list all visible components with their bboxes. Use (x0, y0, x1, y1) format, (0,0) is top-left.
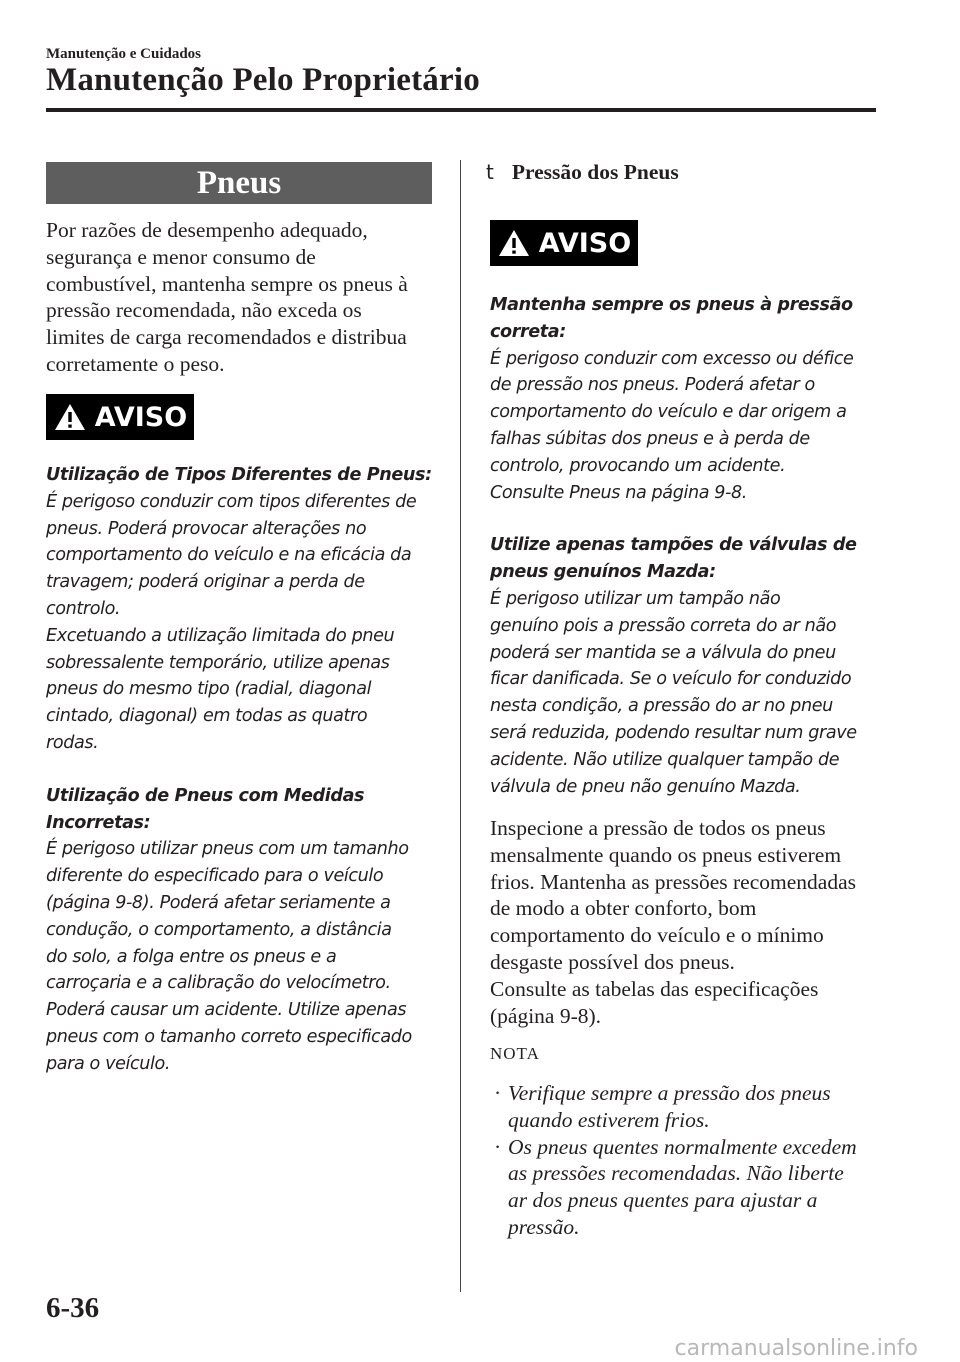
text-line: poderá ser mantida se a válvula do pneu (490, 642, 836, 663)
bullet: · (494, 1081, 502, 1105)
text-line: É perigoso conduzir com tipos diferentes de (46, 491, 417, 512)
text-line: segurança e menor consumo de (46, 244, 316, 269)
text-line: combustível, mantenha sempre os pneus à (46, 271, 408, 296)
text-line: de pressão nos pneus. Poderá afetar o (490, 375, 815, 396)
text-line: É perigoso conduzir com excesso ou défice (490, 348, 854, 369)
aviso-label: AVISO (94, 401, 188, 433)
text-line: cintado, diagonal) em todas as quatro (46, 706, 368, 727)
text-line: as pressões recomendadas. Não liberte (508, 1161, 844, 1186)
text-line: limites de carga recomendados e distribua (46, 325, 407, 350)
text-line: comportamento do veículo e dar origem a (490, 402, 847, 423)
text-line: pneus com o tamanho correto especificado (46, 1026, 412, 1047)
warning-title: Incorretas: (46, 812, 151, 833)
text-line: Os pneus quentes normalmente excedem (508, 1134, 857, 1159)
chapter-title: Manutenção Pelo Proprietário (46, 62, 480, 98)
text-line: pneus do mesmo tipo (radial, diagonal (46, 679, 372, 700)
text-line: ar dos pneus quentes para ajustar a (508, 1188, 818, 1213)
text-line: válvula de pneu não genuíno Mazda. (490, 776, 801, 797)
text-line: nesta condição, a pressão do ar no pneu (490, 696, 833, 717)
text-line: É perigoso utilizar um tampão não (490, 588, 781, 609)
text-line: rodas. (46, 732, 99, 753)
text-line: falhas súbitas dos pneus e à perda de (490, 428, 810, 449)
list-item (490, 1080, 880, 1134)
text-line: corretamente o peso. (46, 351, 225, 376)
text-line: do solo, a folga entre os pneus e a (46, 946, 337, 967)
text-line: acidente. Não utilize qualquer tampão de (490, 749, 840, 770)
warning-title: Utilize apenas tampões de válvulas de (490, 535, 857, 556)
text-line: Consulte Pneus na página 9-8. (490, 482, 747, 503)
text-line: Inspecione a pressão de todos os pneus (490, 816, 826, 840)
text-line: pressão. (508, 1214, 580, 1239)
warning-triangle-icon (53, 402, 87, 432)
text-line: pressão recomendada, não exceda os (46, 298, 362, 323)
warning-triangle-icon (497, 228, 531, 258)
text-line: será reduzida, podendo resultar num grave (490, 722, 857, 743)
text-line: frios. Mantenha as pressões recomendadas (490, 869, 856, 894)
text-line: para o veículo. (46, 1053, 171, 1074)
subheading (486, 160, 679, 185)
intro-paragraph (46, 217, 446, 378)
section-label: Manutenção e Cuidados (46, 46, 202, 62)
text-line: diferente do especificado para o veículo (46, 866, 384, 887)
text-line: Poderá causar um acidente. Utilize apenas (46, 1000, 407, 1021)
text-line: mensalmente quando os pneus estiverem (490, 842, 842, 867)
warning-title: correta: (490, 321, 566, 342)
text-line: pneus. Poderá provocar alterações no (46, 518, 367, 539)
text-line: (página 9-8). (490, 1003, 602, 1028)
column-divider (460, 160, 461, 1292)
warning-block-left (46, 462, 446, 1078)
warning-title: Utilização de Tipos Diferentes de Pneus: (46, 465, 432, 485)
aviso-badge (490, 220, 638, 266)
section-marker: t (486, 160, 494, 184)
text-line: carroçaria e a calibração do velocímetro. (46, 973, 391, 994)
text-line: Por razões de desempenho adequado, (46, 218, 368, 242)
pneus-banner: Pneus (46, 162, 432, 204)
text-line: (página 9-8). Poderá afetar seriamente a (46, 892, 391, 913)
text-line: Consulte as tabelas das especificações (490, 976, 819, 1001)
text-line: condução, o comportamento, a distância (46, 919, 392, 940)
inspection-paragraph (490, 815, 890, 1029)
aviso-badge (46, 394, 194, 440)
warning-title: Utilização de Pneus com Medidas (46, 785, 365, 806)
text-line: travagem; poderá originar a perda de (46, 572, 365, 593)
text-line: sobressalente temporário, utilize apenas (46, 652, 390, 673)
text-line: desgaste possível dos pneus. (490, 949, 735, 974)
text-line: Verifique sempre a pressão dos pneus (508, 1081, 831, 1105)
text-line: ficar danificada. Se o veículo for conduzido (490, 669, 852, 690)
list-item (490, 1134, 880, 1241)
warning-title: Mantenha sempre os pneus à pressão (490, 295, 853, 315)
text-line: controlo. (46, 598, 121, 619)
page-number: 6-36 (46, 1292, 100, 1324)
text-line: de modo a obter conforto, bom (490, 896, 757, 921)
warning-title: pneus genuínos Mazda: (490, 562, 716, 583)
text-line: genuíno pois a pressão correta do ar não (490, 615, 837, 636)
bullet: · (494, 1134, 502, 1159)
warning-block-right (490, 292, 890, 800)
text-line: É perigoso utilizar pneus com um tamanho (46, 839, 409, 860)
watermark: carmanualsonline.info (674, 1336, 918, 1361)
nota-label: NOTA (490, 1044, 540, 1063)
nota-list (490, 1080, 880, 1241)
subheading-text: Pressão dos Pneus (511, 160, 679, 184)
header-rule (46, 108, 876, 112)
aviso-label: AVISO (538, 227, 632, 259)
text-line: Excetuando a utilização limitada do pneu (46, 625, 395, 646)
text-line: quando estiverem frios. (508, 1107, 710, 1132)
text-line: comportamento do veículo e na eficácia da (46, 545, 412, 566)
text-line: controlo, provocando um acidente. (490, 455, 786, 476)
text-line: comportamento do veículo e o mínimo (490, 923, 824, 948)
